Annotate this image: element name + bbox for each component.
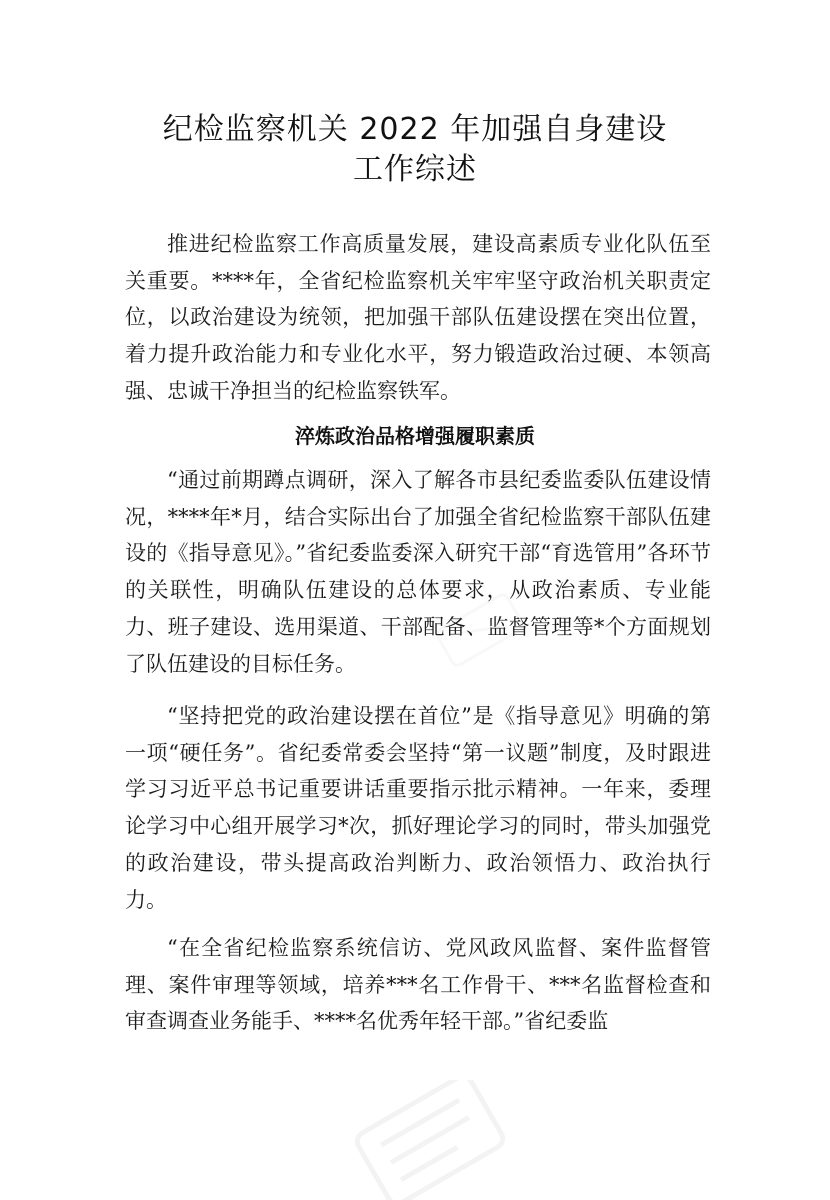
paragraph-training-text: “在全省纪检监察系统信访、党风政风监督、案件监督管理、案件审理等领域，培养***名工作骨干、***名监督检查和审查调查业务能手、****名优秀年轻干部。”省纪委监 bbox=[125, 936, 711, 1034]
paragraph-guidance bbox=[125, 462, 711, 682]
document-title-line-2: 工作综述 bbox=[353, 152, 477, 187]
paragraph-political-building bbox=[125, 698, 711, 918]
watermark-stamp-icon bbox=[340, 1080, 520, 1200]
paragraph-political-building-text: “坚持把党的政治建设摆在首位”是《指导意见》明确的第一项“硬任务”。省纪委常委会坚持“第一议题”制度，及时跟进学习习近平总书记重要讲话重要指示批示精神。一年来，委理论学习中心组开展学习*次，抓好理论学习的同时，带头加强党的政治建设，带头提高政治判断力、政治领悟力、政治执行力。 bbox=[125, 704, 711, 912]
paragraph-training bbox=[125, 930, 711, 1040]
paragraph-intro bbox=[125, 226, 711, 410]
paragraph-intro-text: 推进纪检监察工作高质量发展，建设高素质专业化队伍至关重要。****年，全省纪检监察机关牢牢坚守政治机关职责定位，以政治建设为统领，把加强干部队伍建设摆在突出位置，着力提升政治能力和专业化水平，努力锻造政治过硬、本领高强、忠诚干净担当的纪检监察铁军。 bbox=[125, 232, 711, 403]
section-subheading: 淬炼政治品格增强履职素质 bbox=[295, 424, 535, 448]
document-title-line-1: 纪检监察机关 2022 年加强自身建设 bbox=[162, 112, 668, 147]
paragraph-guidance-text: “通过前期蹲点调研，深入了解各市县纪委监委队伍建设情况，****年*月，结合实际出台了加强全省纪检监察干部队伍建设的《指导意见》。”省纪委监委深入研究干部“育选管用”各环节的关联性，明确队伍建设的总体要求，从政治素质、专业能力、班子建设、选用渠道、干部配备、监督管理等*个方面规划了队伍建设的目标任务。 bbox=[125, 468, 711, 676]
